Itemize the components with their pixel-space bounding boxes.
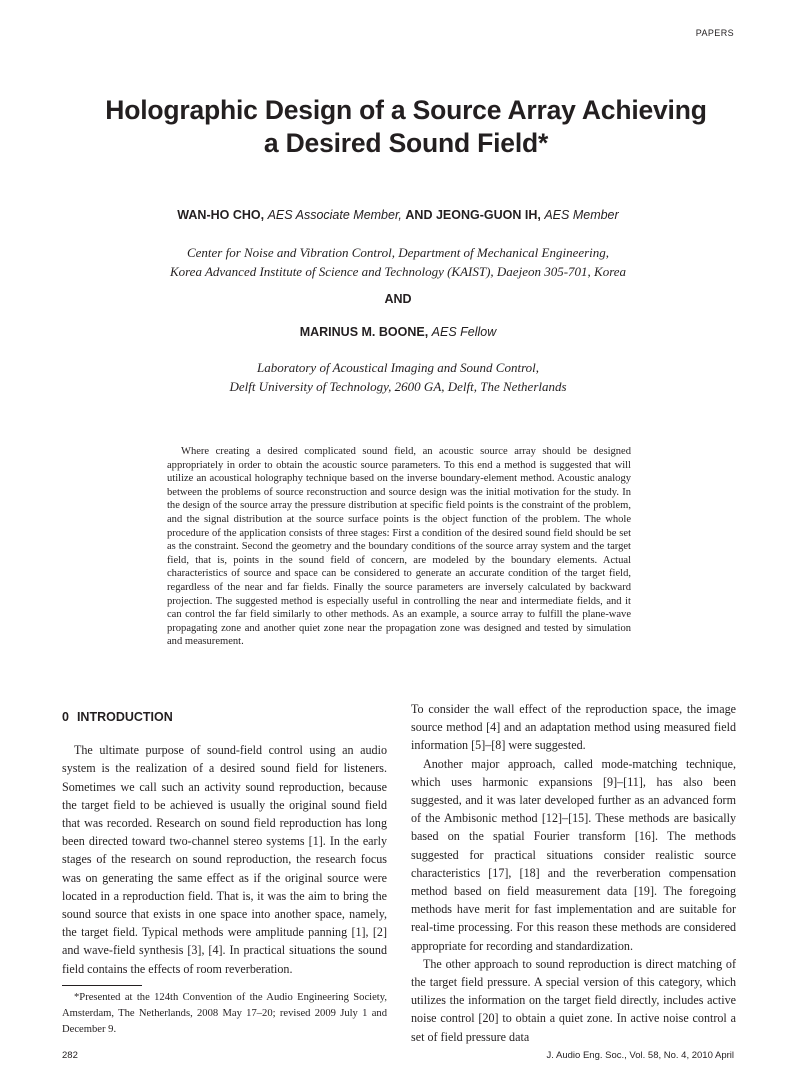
footnote: *Presented at the 124th Convention of the Audio Engineering Society, Amsterdam, The Netherlands, 2008 May 17–20; revised 2009 July 1 and December 9. xyxy=(62,992,387,1035)
paragraph: Another major approach, called mode-matching technique, which uses harmonic expansions [9]–[11], has also been suggested, and it was later developed further as an advanced form of the Ambisonic method [12]–[15]. These methods are basically based on the spatial Fourier transform [16]. The methods suggested for practical situations consider realistic source characteristics [17], [18] and the reverberation compensation method based on field measurement data [19]. The foregoing methods have merit for fast implementation and are suitable for real-time processing. For this reason these methods are considered appropriate for recording and standardization. xyxy=(411,756,736,953)
section-title: INTRODUCTION xyxy=(76,710,173,724)
paper-title xyxy=(0,94,812,160)
title-line-2: a Desired Sound Field* xyxy=(263,128,549,158)
affiliation-line: Delft University of Technology, 2600 GA, Delft, The Netherlands xyxy=(229,379,567,394)
author-name: JEONG-GUON IH, xyxy=(435,208,541,222)
journal-reference: J. Audio Eng. Soc., Vol. 58, No. 4, 2010 April xyxy=(546,1050,734,1061)
author-line-1 xyxy=(0,208,796,222)
affiliation-line: Laboratory of Acoustical Imaging and Sound Control, xyxy=(256,360,540,375)
and-separator: AND xyxy=(384,292,412,306)
right-column xyxy=(411,700,736,1046)
section-label: PAPERS xyxy=(695,28,734,38)
author-role: AES Associate Member, xyxy=(267,208,402,222)
author-line-2 xyxy=(0,325,796,339)
author-name: WAN-HO CHO, xyxy=(177,208,265,222)
affiliation-line: Center for Noise and Vibration Control, Department of Mechanical Engineering, xyxy=(186,245,610,260)
section-heading xyxy=(62,708,387,726)
author-name: MARINUS M. BOONE, xyxy=(299,325,429,339)
author-role: AES Member xyxy=(544,208,619,222)
page-number: 282 xyxy=(62,1050,78,1061)
paragraph: To consider the wall effect of the reproduction space, the image source method [4] and an adaptation method using measured field information [5]–[8] were suggested. xyxy=(411,702,736,753)
affiliation-line: Korea Advanced Institute of Science and Technology (KAIST), Daejeon 305-701, Korea xyxy=(169,264,627,279)
affiliation-2 xyxy=(0,358,796,396)
abstract: Where creating a desired complicated sound field, an acoustic source array should be designed appropriately in order to obtain the acoustic source parameters. To this end a method is suggested that will utilize an acoustical holography technique based on the inverse boundary-element method. Acoustic analogy between the problems of source reconstruction and source design was the initial motivation for the study. In the design of the source array the pressure distribution at specific field points is the constraint of the problem, and the signal distribution at the source surface points is the object function of the problem. The whole procedure of the application consists of three stages: First a condition of the desired sound field should be set as the constraint. Second the geometry and the boundary conditions of the source array system and the target field, that is, points in the sound field of concern, are modeled by the boundary elements. Actual characteristics of source and space can be considered to generate an accurate condition of the target field, regardless of the near and far fields. Finally the source parameters are inversely calculated by backward projection. The suggested method is especially useful in controlling the near and intermediate fields, and it can control the far field similarly to other methods. As an example, a source array to fulfill the plane-wave propagating zone and another quiet zone near the propagation zone was designed and tested by simulation and measurement. xyxy=(167,446,631,648)
paragraph: The ultimate purpose of sound-field control using an audio system is the realization of a desired sound field for listeners. Sometimes we call such an activity sound reproduction, because the target field to be achieved is usually the original sound field that was recorded. Research on sound field reproduction has long been directed toward two-channel stereo systems [1]. In the early stages of the research on sound reproduction, the research focus was on generating the same effect as if the original source were located in a reproduction field. That is, it was the aim to bring the sound source that exists in one space into another space, namely, the target field. Typical methods were amplitude panning [1], [2] and wave-field synthesis [3], [4]. In practical situations the sound field contains the effects of room reverberation. xyxy=(62,743,387,976)
affiliation-1 xyxy=(0,243,796,281)
paragraph: The other approach to sound reproduction is direct matching of the target field pressure. A special version of this category, which utilizes the information on the target field directly, includes active noise control [20] to obtain a quiet zone. In active noise control a set of field pressure data xyxy=(411,956,736,1044)
author-role: AES Fellow xyxy=(431,325,497,339)
title-line-1: Holographic Design of a Source Array Achieving xyxy=(105,95,707,125)
section-number: 0 xyxy=(62,710,69,724)
left-column xyxy=(62,700,387,978)
and-connector: AND xyxy=(405,208,433,222)
footnote-divider xyxy=(62,985,142,986)
